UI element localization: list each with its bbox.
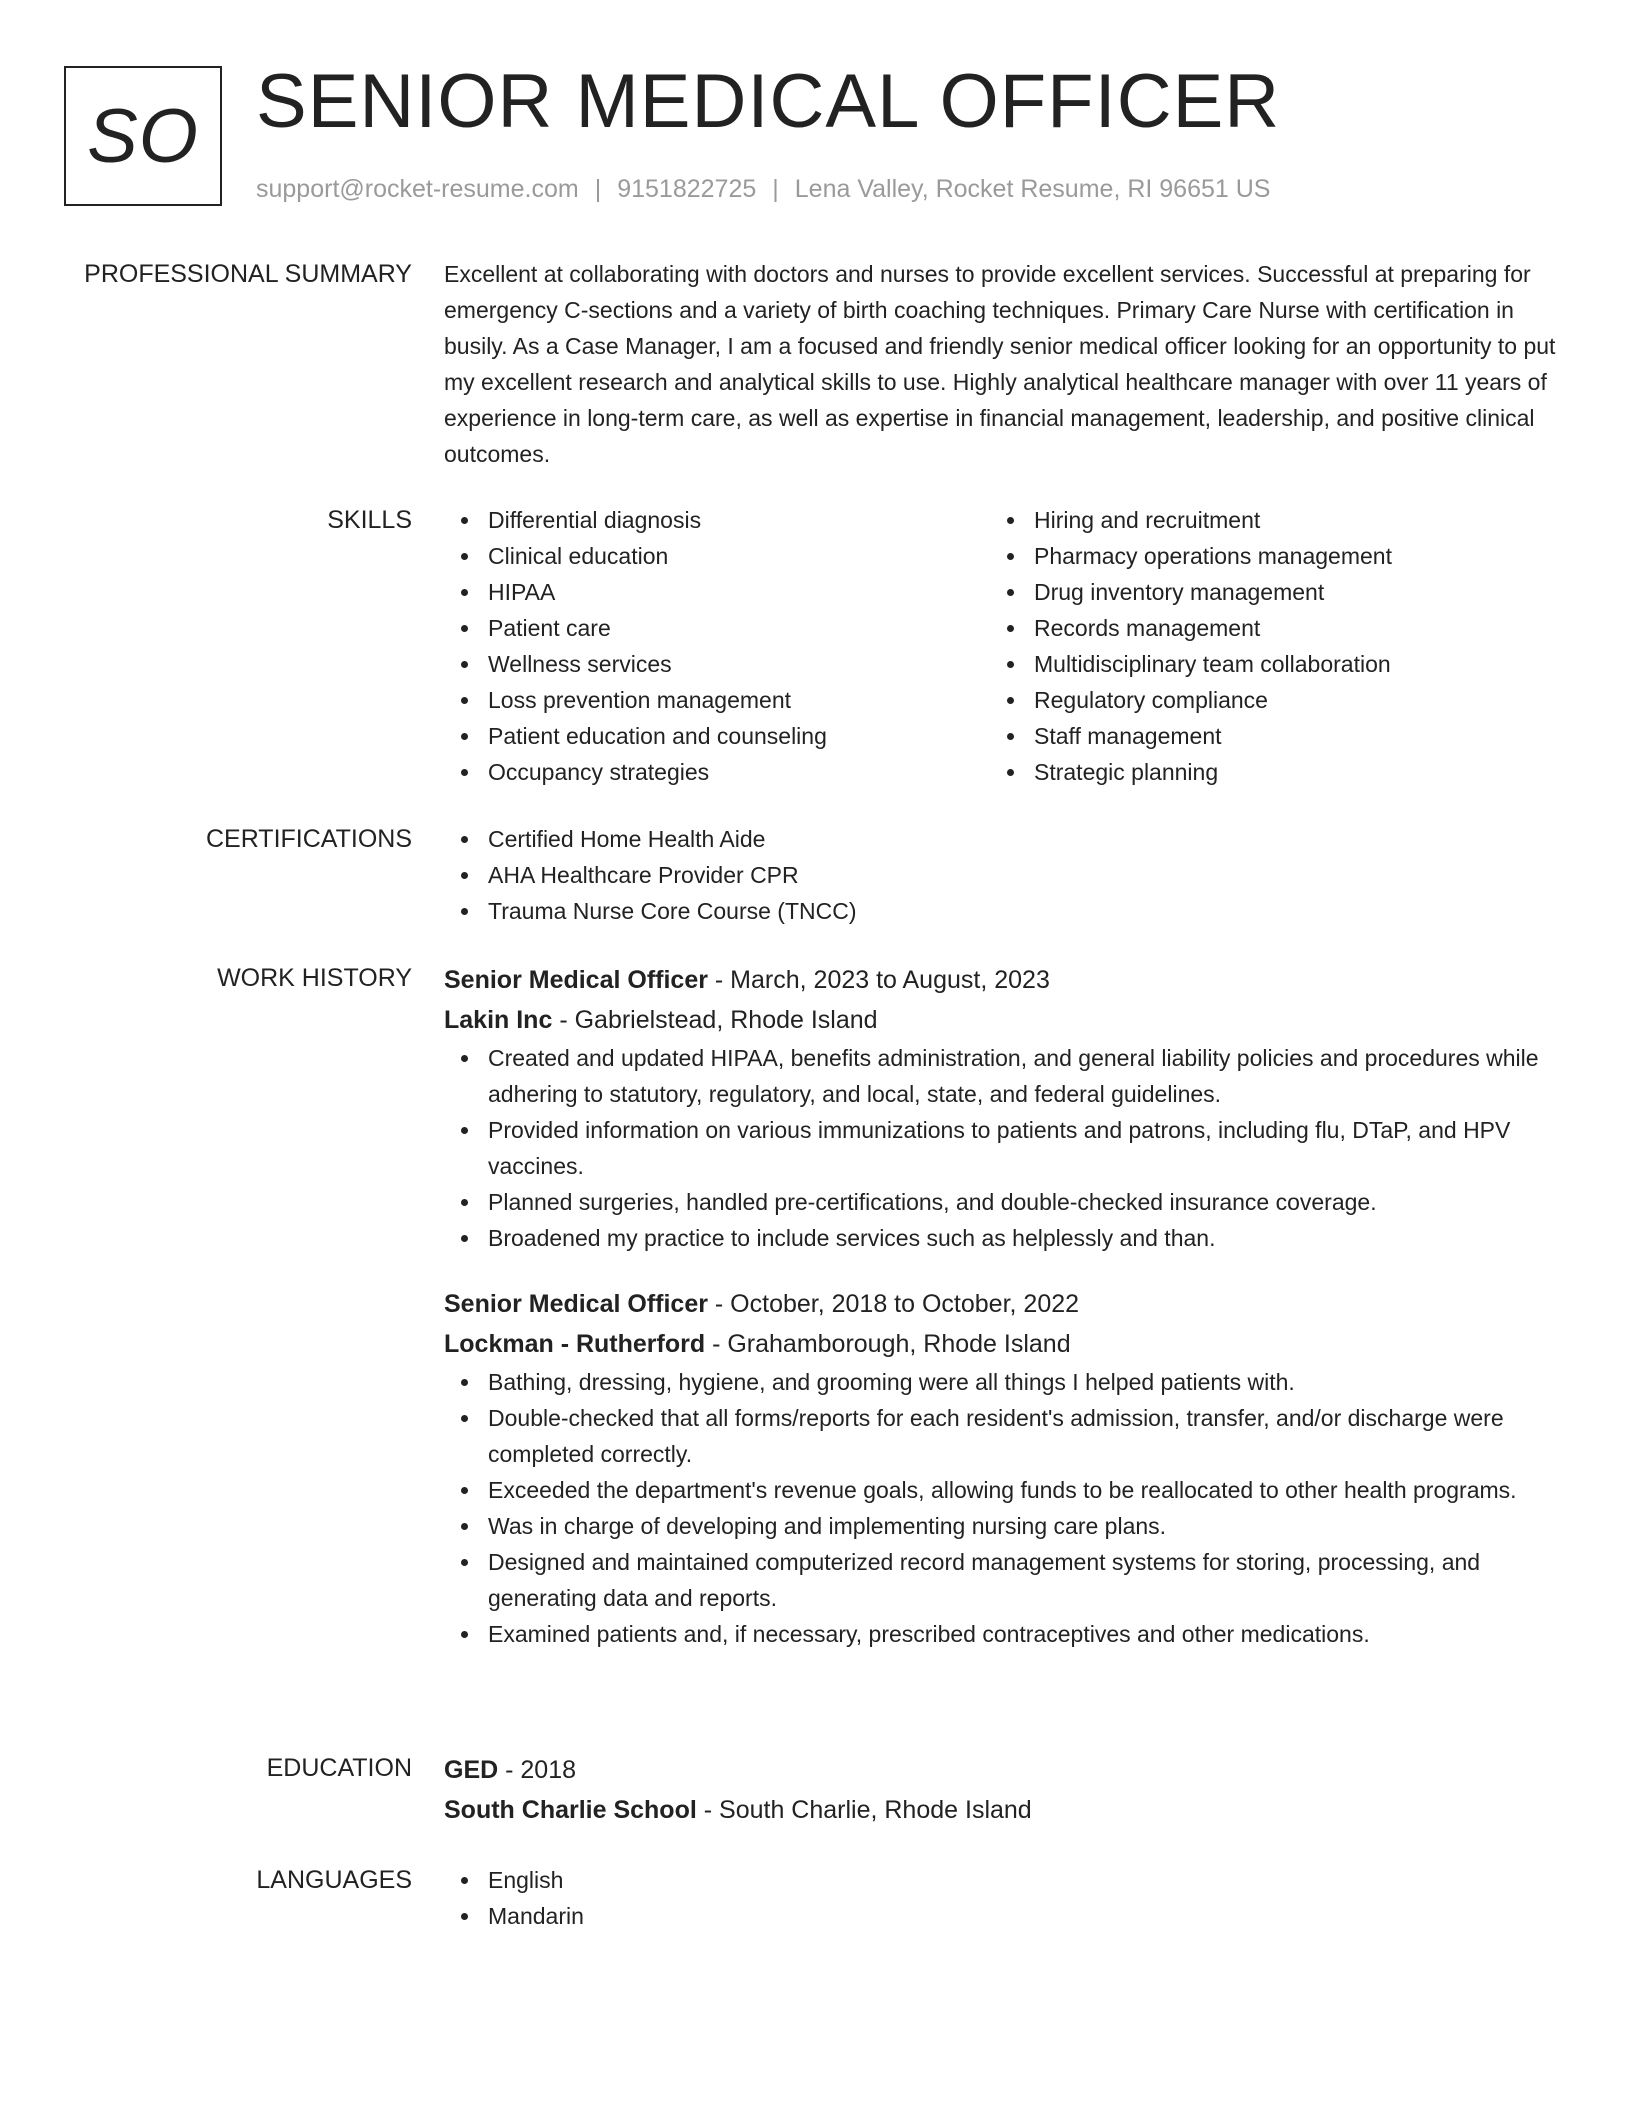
contact-line	[256, 172, 1270, 206]
skill-item: Occupancy strategies	[444, 754, 990, 790]
monogram-text: SO	[87, 93, 199, 179]
job-location: - Grahamborough, Rhode Island	[705, 1330, 1071, 1358]
skill-item: HIPAA	[444, 574, 990, 610]
job-bullet: Double-checked that all forms/reports for each resident's admission, transfer, and/or discharge were completed correctly.	[444, 1400, 1560, 1472]
work-history-body	[444, 960, 1560, 1652]
job-location: - Gabrielstead, Rhode Island	[552, 1006, 878, 1034]
skill-item: Pharmacy operations management	[990, 538, 1536, 574]
skill-item: Drug inventory management	[990, 574, 1536, 610]
skill-item: Clinical education	[444, 538, 990, 574]
education-degree-line	[444, 1750, 1560, 1790]
job-bullet: Was in charge of developing and implementing nursing care plans.	[444, 1508, 1560, 1544]
job-bullet: Created and updated HIPAA, benefits administration, and general liability policies and procedures while adhering to statutory, regulatory, and local, state, and federal guidelines.	[444, 1040, 1560, 1112]
job-bullet: Exceeded the department's revenue goals, allowing funds to be reallocated to other health programs.	[444, 1472, 1560, 1508]
summary-body	[444, 256, 1560, 472]
language-item: English	[444, 1862, 1560, 1898]
job-bullet: Designed and maintained computerized record management systems for storing, processing, and generating data and reports.	[444, 1544, 1560, 1616]
skill-item: Hiring and recruitment	[990, 502, 1536, 538]
education-school: South Charlie School	[444, 1796, 697, 1824]
job-entry	[444, 960, 1560, 1256]
skill-item: Patient education and counseling	[444, 718, 990, 754]
certifications-heading: CERTIFICATIONS	[205, 825, 412, 853]
work-history-heading: WORK HISTORY	[217, 964, 412, 992]
skill-item: Records management	[990, 610, 1536, 646]
monogram-badge	[64, 66, 222, 206]
certification-item: AHA Healthcare Provider CPR	[444, 857, 1560, 893]
job-company: Lockman - Rutherford	[444, 1330, 706, 1358]
job-title-line	[444, 960, 1560, 1000]
job-title-line	[444, 1284, 1560, 1324]
job-role: Senior Medical Officer	[444, 966, 708, 994]
job-dates: - October, 2018 to October, 2022	[707, 1290, 1080, 1318]
job-bullet: Examined patients and, if necessary, prescribed contraceptives and other medications.	[444, 1616, 1560, 1652]
languages-heading: LANGUAGES	[256, 1866, 412, 1894]
job-bullet: Broadened my practice to include services such as helplessly and than.	[444, 1220, 1560, 1256]
certification-item: Certified Home Health Aide	[444, 821, 1560, 857]
summary-heading: PROFESSIONAL SUMMARY	[84, 260, 412, 288]
job-bullet: Planned surgeries, handled pre-certifications, and double-checked insurance coverage.	[444, 1184, 1560, 1220]
job-company-line	[444, 1324, 1560, 1364]
certification-item: Trauma Nurse Core Course (TNCC)	[444, 893, 1560, 929]
job-bullet: Provided information on various immunizations to patients and patrons, including flu, DTaP, and HPV vaccines.	[444, 1112, 1560, 1184]
skill-item: Loss prevention management	[444, 682, 990, 718]
languages-body	[444, 1862, 1560, 1934]
skill-item: Wellness services	[444, 646, 990, 682]
skills-list-left	[444, 502, 990, 790]
skills-heading: SKILLS	[327, 506, 412, 534]
education-heading: EDUCATION	[266, 1754, 412, 1782]
education-degree: GED	[444, 1756, 499, 1784]
job-bullet-list	[444, 1040, 1560, 1256]
job-entry	[444, 1284, 1560, 1652]
skill-item: Regulatory compliance	[990, 682, 1536, 718]
contact-address: Lena Valley, Rocket Resume, RI 96651 US	[794, 175, 1271, 203]
resume-name: SENIOR MEDICAL OFFICER	[256, 59, 1281, 144]
education-school-line	[444, 1790, 1560, 1830]
job-company-line	[444, 1000, 1560, 1040]
education-body	[444, 1750, 1560, 1830]
job-bullet: Bathing, dressing, hygiene, and grooming were all things I helped patients with.	[444, 1364, 1560, 1400]
contact-phone[interactable]: 9151822725	[617, 175, 757, 203]
skill-item: Patient care	[444, 610, 990, 646]
contact-email[interactable]: support@rocket-resume.com	[256, 175, 579, 203]
job-company: Lakin Inc	[444, 1006, 553, 1034]
contact-separator: |	[594, 175, 602, 203]
contact-separator: |	[772, 175, 779, 203]
skills-body	[444, 502, 1560, 790]
skill-item: Strategic planning	[990, 754, 1536, 790]
skills-grid	[444, 502, 1560, 790]
certifications-list	[444, 821, 1560, 929]
job-bullet-list	[444, 1364, 1560, 1652]
certifications-body	[444, 821, 1560, 929]
skill-item: Staff management	[990, 718, 1536, 754]
summary-text: Excellent at collaborating with doctors and nurses to provide excellent services. Successful at preparing for emergency C-sections and a variety of birth coaching techniques. Primary Care Nurse with certification in busily. As a Case Manager, I am a focused and friendly senior medical officer looking for an opportunity to put my excellent research and analytical skills to use. Highly analytical healthcare manager with over 11 years of experience in long-term care, as well as expertise in financial management, leadership, and positive clinical outcomes.	[444, 261, 1556, 467]
job-dates: - March, 2023 to August, 2023	[707, 966, 1050, 994]
education-year: - 2018	[498, 1756, 577, 1784]
skill-item: Multidisciplinary team collaboration	[990, 646, 1536, 682]
language-item: Mandarin	[444, 1898, 1560, 1934]
education-location: - South Charlie, Rhode Island	[696, 1796, 1032, 1824]
languages-list	[444, 1862, 1560, 1934]
job-role: Senior Medical Officer	[444, 1290, 708, 1318]
skills-list-right	[990, 502, 1536, 790]
skill-item: Differential diagnosis	[444, 502, 990, 538]
